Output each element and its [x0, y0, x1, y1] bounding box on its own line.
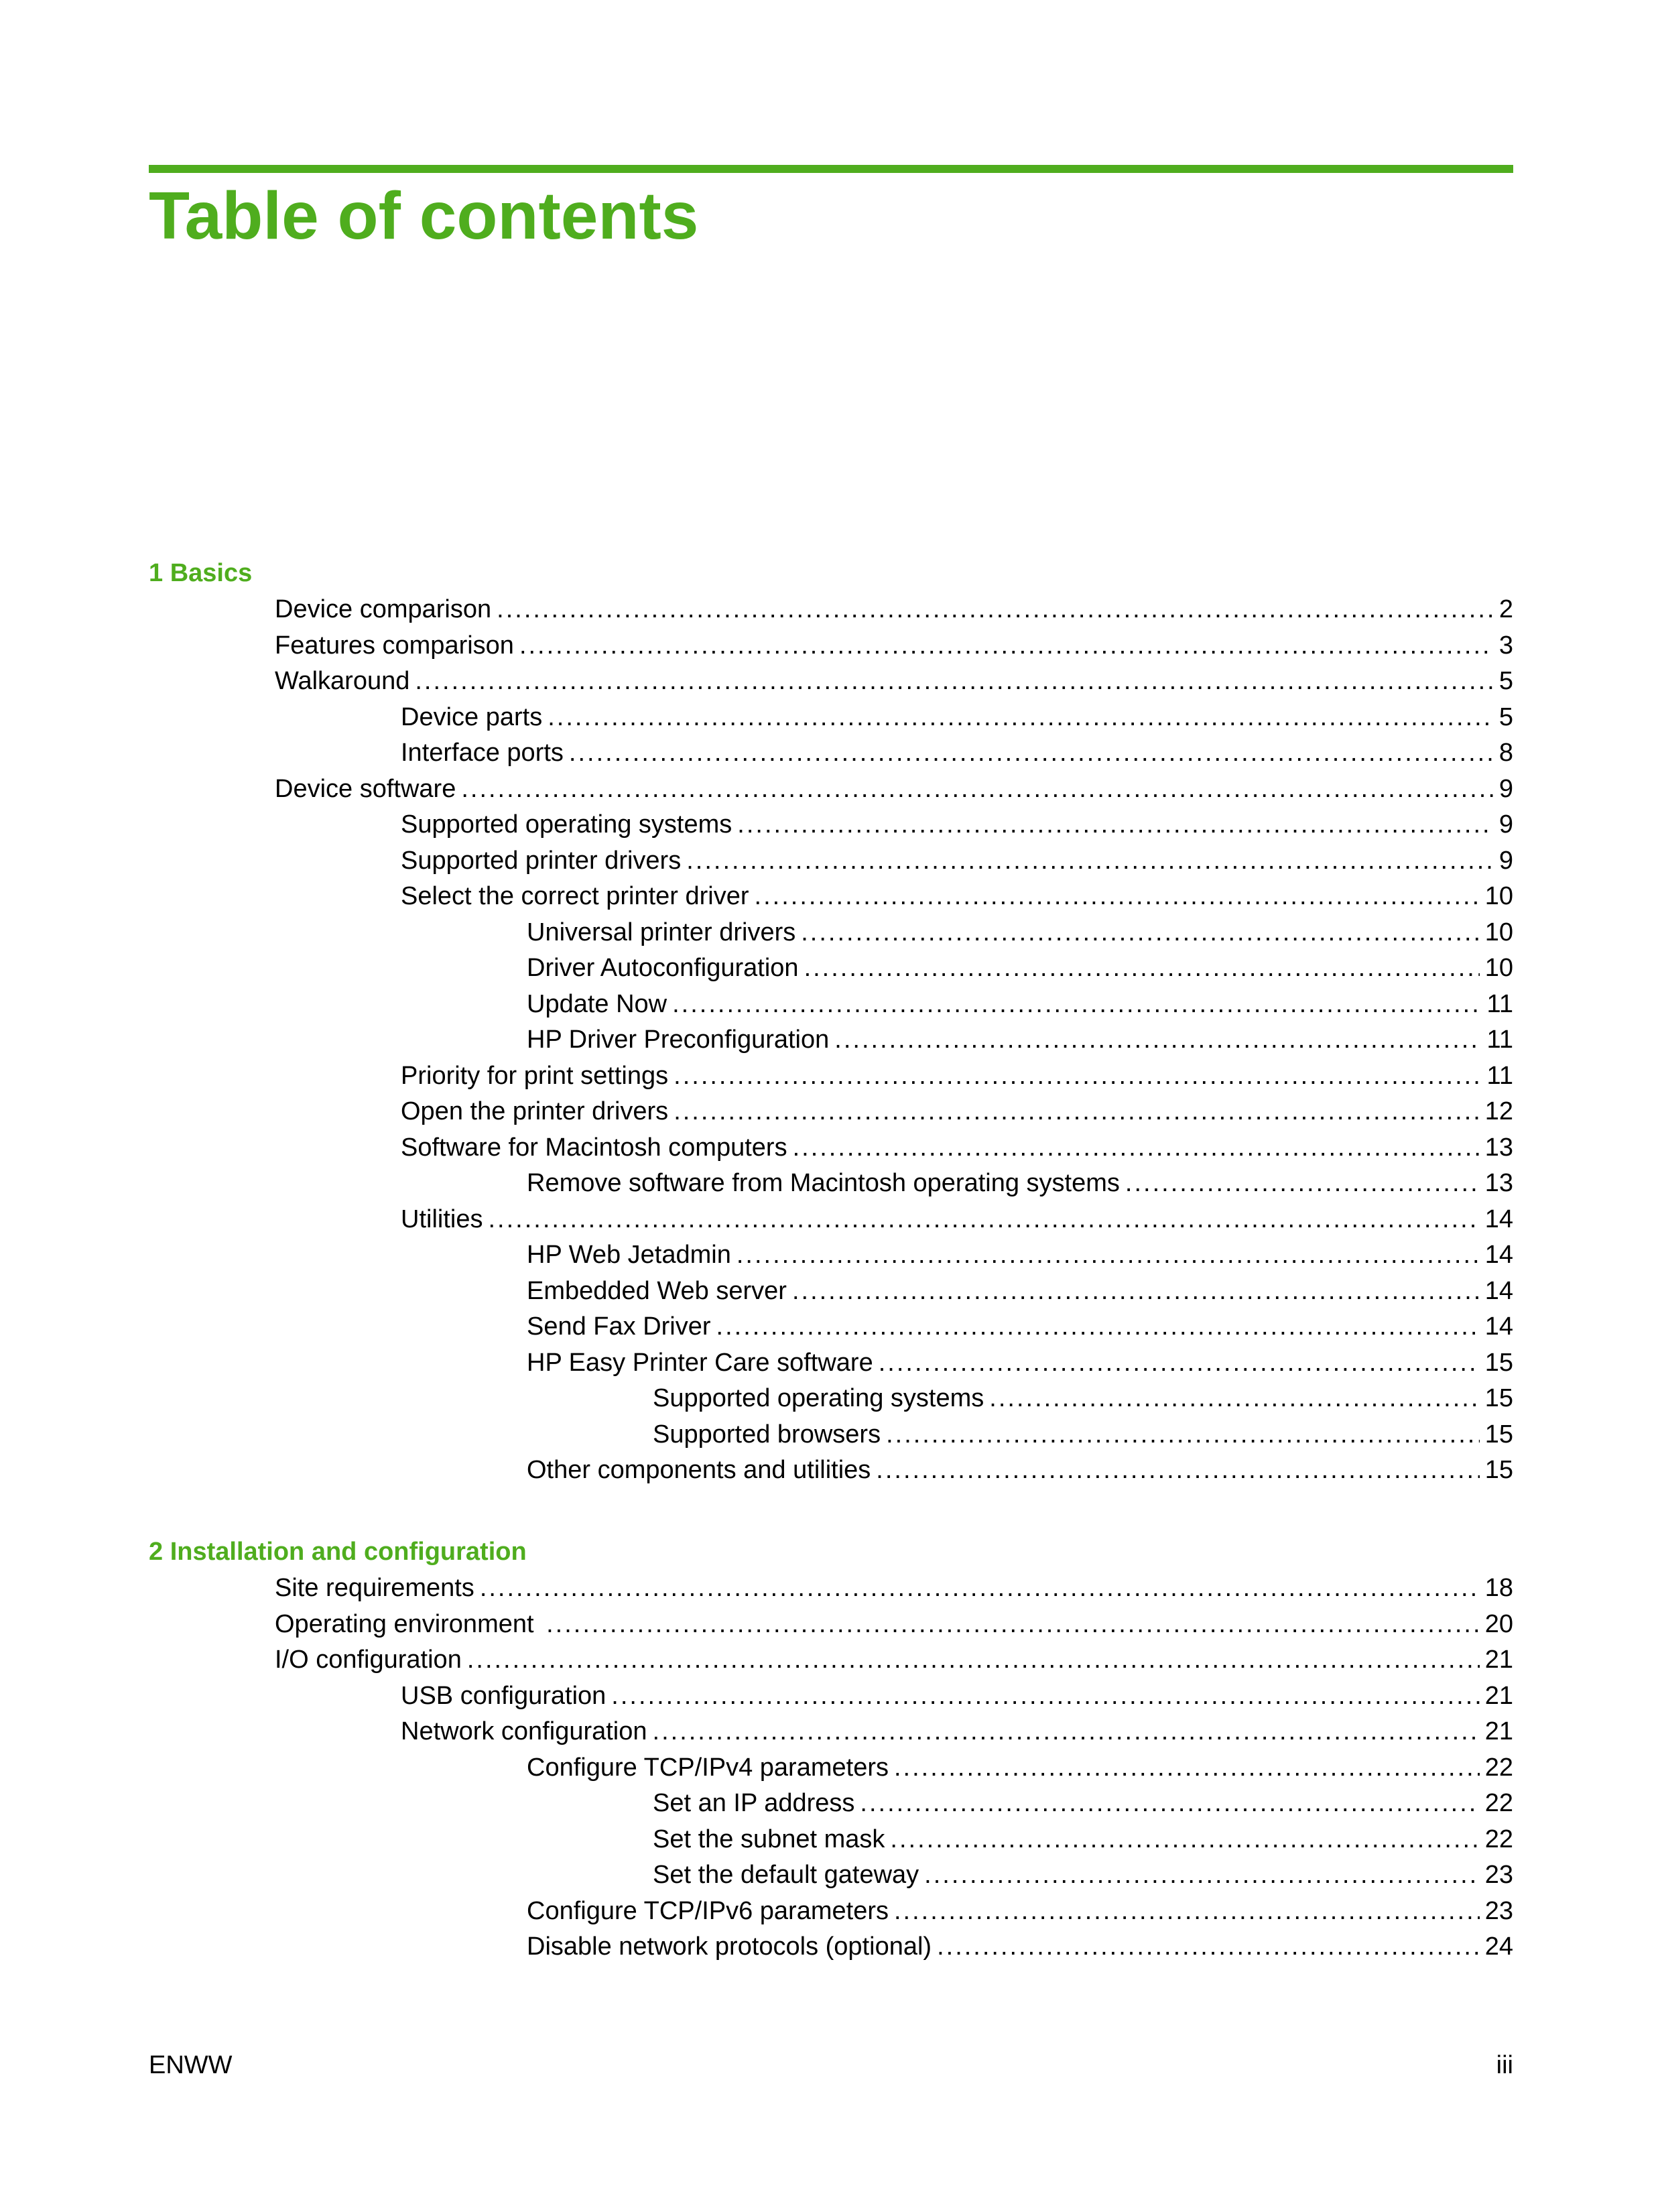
- toc-entry-page: 22: [1484, 1789, 1513, 1817]
- toc-entry-title: Set the default gateway: [653, 1861, 919, 1889]
- dot-leader: [804, 950, 1480, 986]
- toc-entry-page: 21: [1484, 1682, 1513, 1710]
- toc-entry-page: 11: [1486, 1026, 1513, 1054]
- toc-entry[interactable]: [275, 1606, 1513, 1642]
- toc-entry[interactable]: [401, 1093, 1513, 1129]
- toc-entry-page: 13: [1484, 1133, 1513, 1162]
- toc-entry[interactable]: [527, 1237, 1513, 1273]
- toc-entry-page: 9: [1498, 810, 1513, 839]
- toc-entry-page: 15: [1484, 1384, 1513, 1412]
- toc-entry-page: 23: [1484, 1861, 1513, 1889]
- dot-leader: [548, 699, 1494, 735]
- toc-entry-page: 23: [1484, 1897, 1513, 1925]
- dot-leader: [674, 1093, 1480, 1129]
- toc-entry[interactable]: [527, 1749, 1513, 1786]
- dot-leader: [1125, 1165, 1480, 1201]
- toc-entry[interactable]: [401, 735, 1513, 771]
- toc-entry[interactable]: [401, 1201, 1513, 1237]
- dot-leader: [488, 1201, 1479, 1237]
- dot-leader: [924, 1857, 1480, 1893]
- toc-entry-title: Remove software from Macintosh operating systems: [527, 1169, 1120, 1197]
- footer-left: ENWW: [149, 2051, 233, 2079]
- toc-entry-page: 11: [1486, 990, 1513, 1018]
- chapter-heading[interactable]: 2 Installation and configuration: [149, 1538, 527, 1566]
- toc-entry[interactable]: [527, 1308, 1513, 1345]
- toc-entry[interactable]: [527, 1022, 1513, 1058]
- toc-entry-title: Send Fax Driver: [527, 1312, 711, 1341]
- toc-entry-title: HP Web Jetadmin: [527, 1241, 731, 1269]
- toc-entry-page: 3: [1498, 631, 1513, 660]
- toc-entry-page: 10: [1484, 918, 1513, 946]
- toc-entry-page: 15: [1484, 1456, 1513, 1484]
- toc-entry-page: 11: [1486, 1062, 1513, 1090]
- toc-entry-page: 21: [1484, 1717, 1513, 1745]
- toc-entry-page: 9: [1498, 847, 1513, 875]
- toc-entry[interactable]: [527, 1273, 1513, 1309]
- toc-entry[interactable]: [275, 771, 1513, 807]
- toc-entry-page: 14: [1484, 1241, 1513, 1269]
- dot-leader: [792, 1273, 1480, 1309]
- toc-entry[interactable]: [275, 663, 1513, 699]
- dot-leader: [755, 878, 1480, 914]
- toc-entry-title: Disable network protocols (optional): [527, 1932, 932, 1961]
- toc-entry[interactable]: [401, 878, 1513, 914]
- toc-entry-title: HP Driver Preconfiguration: [527, 1026, 830, 1054]
- toc-entry[interactable]: [653, 1785, 1513, 1821]
- toc-entry-page: 14: [1484, 1277, 1513, 1305]
- toc-entry[interactable]: [527, 986, 1513, 1022]
- toc-entry-title: Supported browsers: [653, 1420, 881, 1449]
- toc-entry[interactable]: [401, 1713, 1513, 1749]
- toc-entry-title: Device comparison: [275, 595, 492, 623]
- dot-leader: [653, 1713, 1480, 1749]
- toc-entry-title: HP Easy Printer Care software: [527, 1349, 873, 1377]
- toc-entry-title: Interface ports: [401, 739, 564, 767]
- toc-entry[interactable]: [275, 627, 1513, 664]
- toc-entry[interactable]: [275, 1570, 1513, 1606]
- toc-entry[interactable]: [401, 806, 1513, 843]
- title-rule: [149, 165, 1513, 173]
- toc-entry[interactable]: [527, 950, 1513, 986]
- dot-leader: [497, 591, 1494, 627]
- dot-leader: [793, 1129, 1480, 1166]
- toc-entry[interactable]: [527, 1345, 1513, 1381]
- dot-leader: [890, 1821, 1479, 1857]
- footer-page-number: iii: [1496, 2051, 1513, 2079]
- toc-entry-title: Open the printer drivers: [401, 1097, 669, 1125]
- dot-leader: [937, 1928, 1480, 1965]
- toc-entry-title: Configure TCP/IPv4 parameters: [527, 1754, 889, 1782]
- toc-entry[interactable]: [653, 1821, 1513, 1857]
- toc-entry[interactable]: [401, 1678, 1513, 1714]
- toc-entry-page: 22: [1484, 1754, 1513, 1782]
- dot-leader: [834, 1022, 1481, 1058]
- dot-leader: [672, 986, 1481, 1022]
- dot-leader: [737, 1237, 1480, 1273]
- dot-leader: [461, 771, 1494, 807]
- dot-leader: [519, 627, 1494, 664]
- toc-entry[interactable]: [401, 843, 1513, 879]
- page-title: Table of contents: [149, 178, 699, 253]
- dot-leader: [876, 1452, 1479, 1488]
- dot-leader: [879, 1345, 1480, 1381]
- toc-entry-title: Utilities: [401, 1205, 483, 1233]
- toc-entry-title: I/O configuration: [275, 1646, 462, 1674]
- toc-entry-title: Site requirements: [275, 1574, 474, 1602]
- toc-entry-title: Walkaround: [275, 667, 410, 695]
- toc-entry-page: 2: [1498, 595, 1513, 623]
- toc-entry-page: 21: [1484, 1646, 1513, 1674]
- toc-entry-page: 8: [1498, 739, 1513, 767]
- toc-entry-page: 22: [1484, 1825, 1513, 1853]
- toc-entry-page: 14: [1484, 1312, 1513, 1341]
- toc-entry-title: Set an IP address: [653, 1789, 855, 1817]
- dot-leader: [886, 1416, 1480, 1453]
- toc-entry-page: 15: [1484, 1349, 1513, 1377]
- toc-entry-title: Software for Macintosh computers: [401, 1133, 787, 1162]
- toc-entry-title: Set the subnet mask: [653, 1825, 885, 1853]
- toc-entry[interactable]: [527, 1893, 1513, 1929]
- toc-entry-title: Update Now: [527, 990, 667, 1018]
- toc-entry[interactable]: [527, 1165, 1513, 1201]
- dot-leader: [737, 806, 1494, 843]
- toc-entry-title: Select the correct printer driver: [401, 882, 749, 910]
- toc-entry-page: 20: [1484, 1610, 1513, 1638]
- dot-leader: [801, 914, 1479, 950]
- toc-entry-page: 5: [1498, 703, 1513, 731]
- toc-entry-title: Configure TCP/IPv6 parameters: [527, 1897, 889, 1925]
- toc-entry-title: Priority for print settings: [401, 1062, 669, 1090]
- toc-entry-page: 14: [1484, 1205, 1513, 1233]
- toc-entry-page: 10: [1484, 954, 1513, 982]
- toc-entry[interactable]: [401, 1129, 1513, 1166]
- toc-entry-title: Driver Autoconfiguration: [527, 954, 799, 982]
- toc-entry-title: Device software: [275, 775, 456, 803]
- dot-leader: [894, 1893, 1480, 1929]
- toc-entry-title: Device parts: [401, 703, 543, 731]
- toc-entry[interactable]: [401, 1058, 1513, 1094]
- toc-entry[interactable]: [527, 914, 1513, 950]
- toc-entry-title: Features comparison: [275, 631, 514, 660]
- toc-entry[interactable]: [653, 1857, 1513, 1893]
- dot-leader: [480, 1570, 1480, 1606]
- toc-entry-page: 13: [1484, 1169, 1513, 1197]
- dot-leader: [467, 1642, 1480, 1678]
- toc-entry-page: 18: [1484, 1574, 1513, 1602]
- toc-entry-title: Embedded Web server: [527, 1277, 787, 1305]
- toc-entry[interactable]: [527, 1452, 1513, 1488]
- toc-entry-page: 12: [1484, 1097, 1513, 1125]
- toc-entry[interactable]: [401, 699, 1513, 735]
- toc-entry-title: Universal printer drivers: [527, 918, 796, 946]
- chapter-heading[interactable]: 1 Basics: [149, 559, 253, 587]
- toc-entry[interactable]: [527, 1928, 1513, 1965]
- toc-entry[interactable]: [653, 1416, 1513, 1453]
- toc-entry-title: Supported operating systems: [653, 1384, 984, 1412]
- dot-leader: [989, 1380, 1479, 1416]
- toc-entry-page: 5: [1498, 667, 1513, 695]
- dot-leader: [674, 1058, 1481, 1094]
- toc-entry-title: Supported printer drivers: [401, 847, 682, 875]
- toc-entry[interactable]: [275, 591, 1513, 627]
- dot-leader: [860, 1785, 1479, 1821]
- toc-entry-page: 10: [1484, 882, 1513, 910]
- dot-leader: [894, 1749, 1480, 1786]
- dot-leader: [415, 663, 1494, 699]
- toc-entry-title: Other components and utilities: [527, 1456, 871, 1484]
- toc-entry-page: 15: [1484, 1420, 1513, 1449]
- toc-entry[interactable]: [653, 1380, 1513, 1416]
- toc-entry-title: USB configuration: [401, 1682, 606, 1710]
- toc-entry-title: Supported operating systems: [401, 810, 732, 839]
- toc-entry[interactable]: [275, 1642, 1513, 1678]
- dot-leader: [569, 735, 1494, 771]
- toc-entry-title: Network configuration: [401, 1717, 647, 1745]
- dot-leader: [686, 843, 1494, 879]
- toc-entry-page: 24: [1484, 1932, 1513, 1961]
- toc-entry-page: 9: [1498, 775, 1513, 803]
- toc-entry-title: Operating environment: [275, 1610, 541, 1638]
- dot-leader: [546, 1606, 1480, 1642]
- dot-leader: [611, 1678, 1479, 1714]
- dot-leader: [716, 1308, 1480, 1345]
